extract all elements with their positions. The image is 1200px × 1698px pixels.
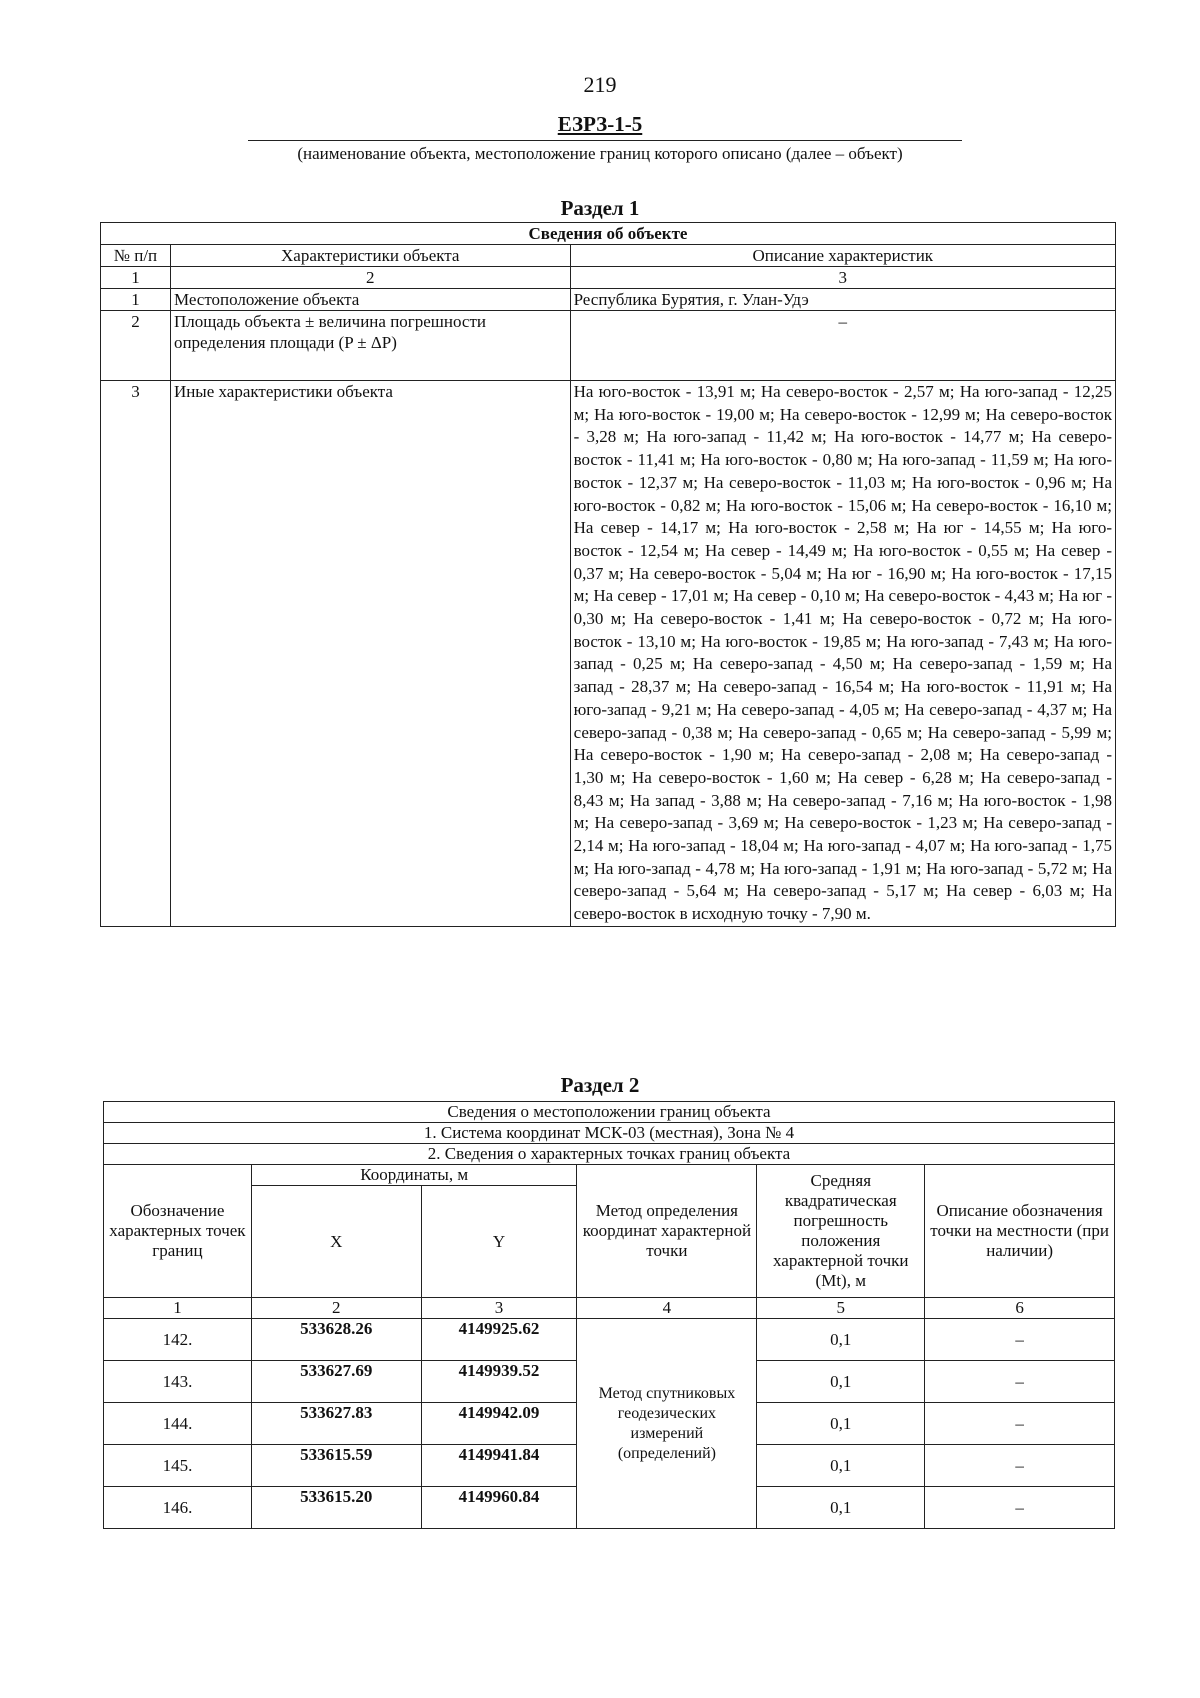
object-caption: (наименование объекта, местоположение границ которого описано (далее – объект)	[297, 144, 903, 163]
point-mt: 0,1	[757, 1403, 925, 1445]
point-id: 142.	[104, 1319, 252, 1361]
point-id: 146.	[104, 1487, 252, 1529]
object-name-underline	[248, 140, 962, 141]
table-row	[101, 311, 1116, 381]
method-value: Метод спутниковых геодезических измерений (определений)	[577, 1319, 757, 1529]
column-number: 3	[421, 1298, 577, 1319]
row-number: 3	[101, 381, 171, 927]
point-x: 533615.59	[251, 1445, 421, 1487]
point-x: 533615.20	[251, 1487, 421, 1529]
characteristic-value: –	[570, 311, 1115, 381]
section-title-row	[104, 1102, 1115, 1123]
point-y: 4149939.52	[421, 1361, 577, 1403]
column-number: 4	[577, 1298, 757, 1319]
table-row	[101, 289, 1116, 311]
table-header-row	[101, 245, 1116, 267]
point-desc: –	[925, 1319, 1115, 1361]
error-header: Средняя квадратическая погрешность положения характерной точки (Mt), м	[757, 1165, 925, 1298]
column-header: Характеристики объекта	[170, 245, 570, 267]
page-number: 219	[583, 72, 617, 97]
point-desc: –	[925, 1445, 1115, 1487]
point-id: 145.	[104, 1445, 252, 1487]
point-mt: 0,1	[757, 1319, 925, 1361]
coord-system-row	[104, 1123, 1115, 1144]
point-mt: 0,1	[757, 1487, 925, 1529]
characteristic-name: Площадь объекта ± величина погрешности определения площади (P ± ΔP)	[170, 311, 570, 381]
point-mt: 0,1	[757, 1361, 925, 1403]
characteristic-name: Иные характеристики объекта	[170, 381, 570, 927]
row-number: 2	[101, 311, 171, 381]
column-number: 6	[925, 1298, 1115, 1319]
point-y: 4149960.84	[421, 1487, 577, 1529]
characteristic-value: Республика Бурятия, г. Улан-Удэ	[570, 289, 1115, 311]
section-title: Сведения о местоположении границ объекта	[104, 1102, 1115, 1123]
point-x: 533627.69	[251, 1361, 421, 1403]
point-header: Обозначение характерных точек границ	[104, 1165, 252, 1298]
section2-heading: Раздел 2	[560, 1073, 640, 1097]
table-title-row	[101, 223, 1116, 245]
point-mt: 0,1	[757, 1445, 925, 1487]
header-row	[104, 1165, 1115, 1186]
column-number-row	[101, 267, 1116, 289]
point-x: 533628.26	[251, 1319, 421, 1361]
point-id: 144.	[104, 1403, 252, 1445]
section1-heading: Раздел 1	[560, 196, 640, 220]
table-row	[104, 1319, 1115, 1361]
description-header: Описание обозначения точки на местности (при наличии)	[925, 1165, 1115, 1298]
boundary-points-table	[103, 1101, 1115, 1529]
object-info-table	[100, 222, 1116, 927]
points-title: 2. Сведения о характерных точках границ объекта	[104, 1144, 1115, 1165]
column-number: 3	[570, 267, 1115, 289]
coord-system: 1. Система координат МСК-03 (местная), Зона № 4	[104, 1123, 1115, 1144]
coords-header: Координаты, м	[251, 1165, 577, 1186]
point-x: 533627.83	[251, 1403, 421, 1445]
column-number: 5	[757, 1298, 925, 1319]
object-name: ЕЗРЗ-1-5	[557, 112, 643, 136]
method-header: Метод определения координат характерной точки	[577, 1165, 757, 1298]
table-row	[101, 381, 1116, 927]
point-id: 143.	[104, 1361, 252, 1403]
point-desc: –	[925, 1487, 1115, 1529]
table-title: Сведения об объекте	[101, 223, 1116, 245]
characteristic-name: Местоположение объекта	[170, 289, 570, 311]
point-desc: –	[925, 1361, 1115, 1403]
row-number: 1	[101, 289, 171, 311]
points-title-row	[104, 1144, 1115, 1165]
column-number-row	[104, 1298, 1115, 1319]
y-header: Y	[421, 1186, 577, 1298]
column-number: 1	[104, 1298, 252, 1319]
column-number: 2	[170, 267, 570, 289]
column-number: 2	[251, 1298, 421, 1319]
column-header: № п/п	[101, 245, 171, 267]
point-y: 4149941.84	[421, 1445, 577, 1487]
point-y: 4149925.62	[421, 1319, 577, 1361]
x-header: X	[251, 1186, 421, 1298]
column-header: Описание характеристик	[570, 245, 1115, 267]
characteristic-value: На юго-восток - 13,91 м; На северо-восток - 2,57 м; На юго-запад - 12,25 м; На юго-восток - 19,00 м; На северо-восток - 12,99 м; На северо-восток - 3,28 м; На юго-запад - 11,42 м; На юго-восток - 14,77 м; На северо-восток - 11,41 м; На юго-восток - 0,80 м; На юго-запад - 11,59 м; На юго-восток - 12,37 м; На северо-восток - 11,03 м; На юго-восток - 0,96 м; На юго-восток - 0,82 м; На юго-восток - 15,06 м; На северо-восток - 16,10 м; На север - 14,17 м; На юго-восток - 2,58 м; На юг - 14,55 м; На юго-восток - 12,54 м; На север - 14,49 м; На юго-восток - 0,55 м; На север - 0,37 м; На северо-восток - 5,04 м; На юг - 16,90 м; На юго-восток - 17,15 м; На север - 17,01 м; На север - 0,10 м; На северо-восток - 4,43 м; На юг - 0,30 м; На северо-восток - 1,41 м; На северо-восток - 0,72 м; На юго-восток - 13,10 м; На юго-восток - 19,85 м; На юго-запад - 7,43 м; На юго-запад - 0,25 м; На северо-запад - 4,50 м; На северо-запад - 1,59 м; На запад - 28,37 м; На северо-запад - 16,54 м; На юго-восток - 11,91 м; На юго-запад - 9,21 м; На северо-запад - 4,05 м; На северо-запад - 4,37 м; На северо-запад - 0,38 м; На северо-запад - 0,65 м; На северо-запад - 5,99 м; На северо-восток - 1,90 м; На северо-запад - 2,08 м; На северо-запад - 1,30 м; На северо-восток - 1,60 м; На север - 6,28 м; На северо-запад - 8,43 м; На запад - 3,88 м; На северо-запад - 7,16 м; На юго-восток - 1,98 м; На северо-запад - 3,69 м; На северо-восток - 1,23 м; На северо-запад - 2,14 м; На юго-запад - 18,04 м; На юго-запад - 4,07 м; На юго-запад - 1,75 м; На юго-запад - 4,78 м; На юго-запад - 1,91 м; На юго-запад - 5,72 м; На северо-запад - 5,64 м; На северо-запад - 5,17 м; На север - 6,03 м; На северо-восток в исходную точку - 7,90 м.	[570, 381, 1115, 927]
point-desc: –	[925, 1403, 1115, 1445]
column-number: 1	[101, 267, 171, 289]
point-y: 4149942.09	[421, 1403, 577, 1445]
